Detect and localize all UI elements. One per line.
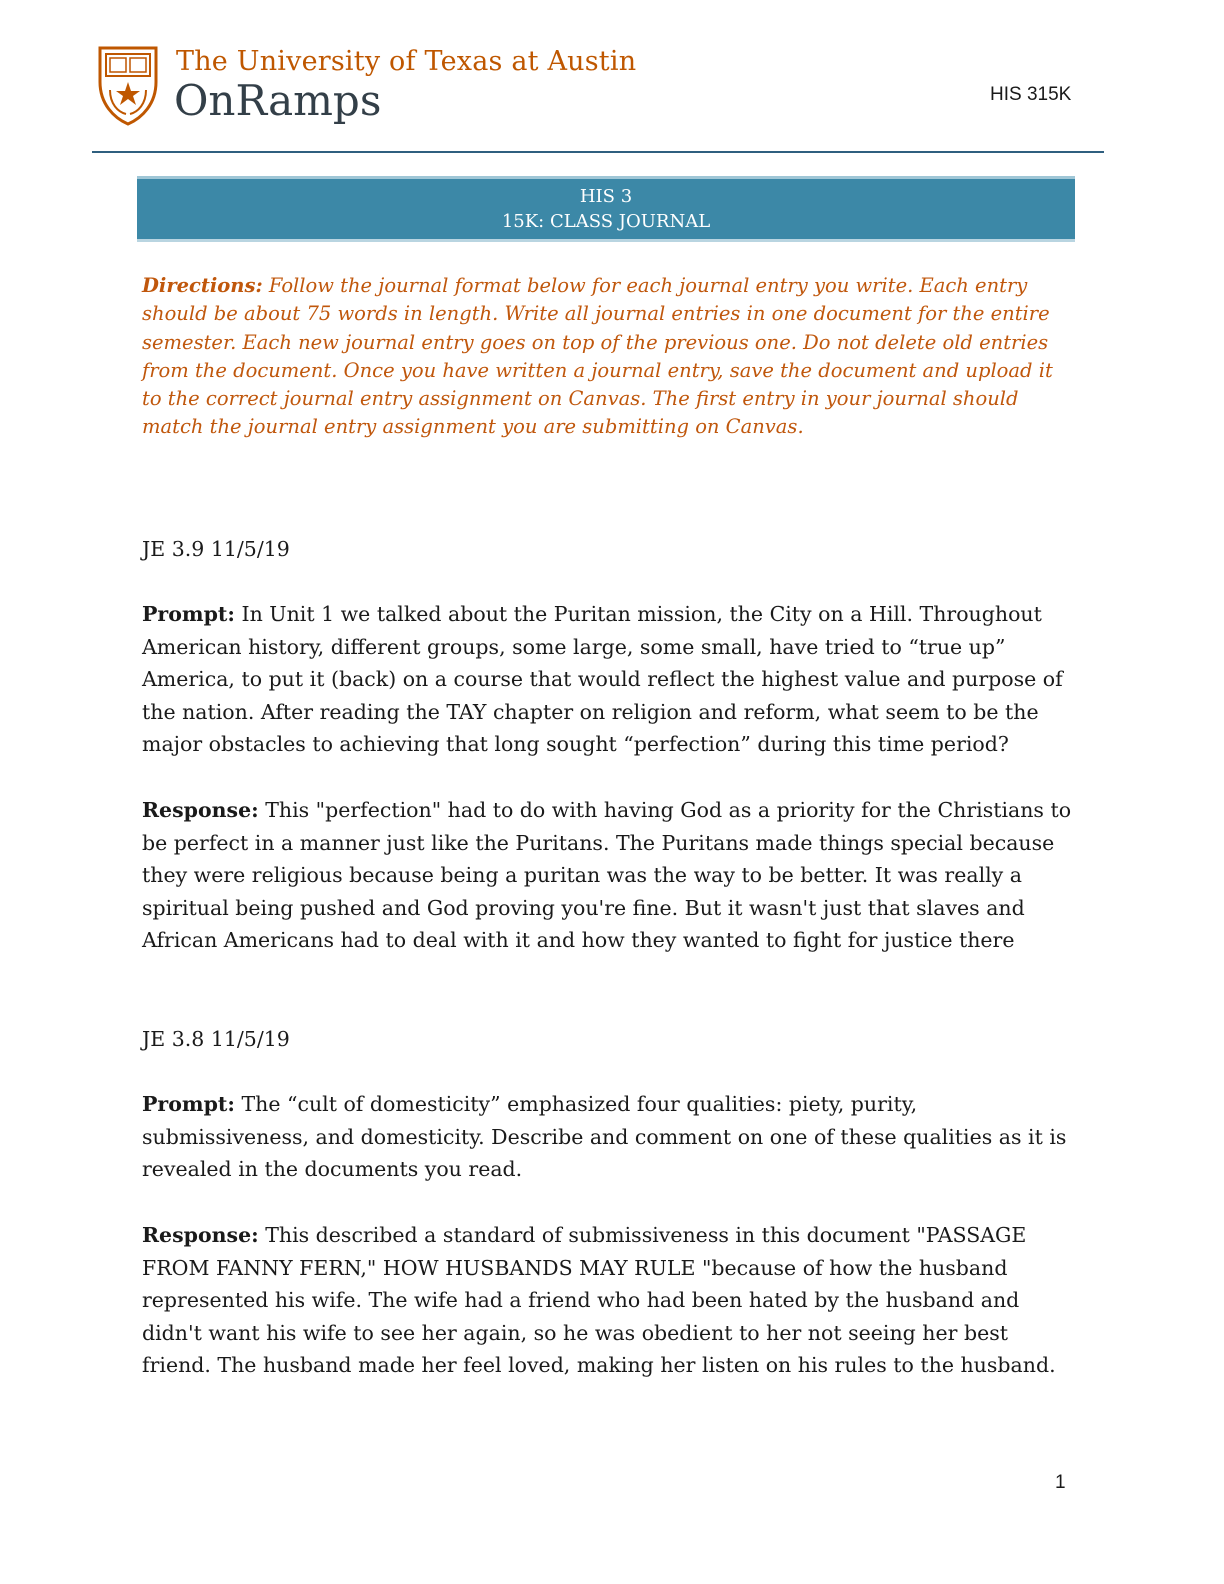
- directions-label: Directions:: [142, 274, 263, 297]
- course-code: HIS 315K: [990, 84, 1072, 105]
- page-header: [0, 0, 1224, 160]
- entry-prompt: [142, 1088, 1082, 1186]
- response-label: Response:: [142, 798, 259, 822]
- response-text: This "perfection" had to do with having God as a priority for the Christians to be perfect in a manner just like the Puritans. The Puritans made things special because they were religious because being a puritan was the way to be better. It was really a spiritual being pushed and God proving you're fine. But it wasn't just that slaves and African Americans had to deal with it and how they wanted to fight for justice there: [142, 798, 1072, 953]
- prompt-label: Prompt:: [142, 602, 235, 626]
- entry-title: JE 3.8 11/5/19: [142, 1027, 290, 1051]
- directions-text: Follow the journal format below for each journal entry you write. Each entry should be about 75 words in length. Write all journal entries in one document for the entire semester. Each new journal entry goes on top of the previous one. Do not delete old entries from the document. Once you have written a journal entry, save the document and upload it to the correct journal entry assignment on Canvas. The first entry in your journal should match the journal entry assignment you are submitting on Canvas.: [142, 274, 1053, 439]
- university-name: The University of Texas at Austin: [176, 46, 637, 77]
- program-name: OnRamps: [174, 76, 382, 125]
- response-label: Response:: [142, 1223, 259, 1247]
- entry-title: JE 3.9 11/5/19: [142, 537, 290, 561]
- entry-prompt: [142, 598, 1082, 761]
- response-text: This described a standard of submissiveness in this document "PASSAGE FROM FANNY FERN," HOW HUSBANDS MAY RULE "because of how the husband represented his wife. The wife had a friend who had been hated by the husband and didn't want his wife to see her again, so he was obedient to her not seeing her best friend. The husband made her feel loved, making her listen on his rules to the husband.: [142, 1223, 1056, 1378]
- banner-line-2: 15K: CLASS JOURNAL: [501, 211, 711, 232]
- title-banner: [137, 176, 1075, 242]
- prompt-label: Prompt:: [142, 1092, 235, 1116]
- page-number: 1: [1055, 1472, 1066, 1493]
- ut-shield-logo-icon: [96, 44, 160, 128]
- prompt-text: In Unit 1 we talked about the Puritan mission, the City on a Hill. Throughout American history, different groups, some large, some small, have tried to “true up” America, to put it (back) on a course that would reflect the highest value and purpose of the nation. After reading the TAY chapter on religion and reform, what seem to be the major obstacles to achieving that long sought “perfection” during this time period?: [142, 602, 1063, 757]
- entry-response: [142, 1219, 1082, 1382]
- directions-paragraph: [142, 272, 1077, 442]
- banner-line-1: HIS 3: [579, 186, 633, 207]
- entry-response: [142, 794, 1082, 957]
- prompt-text: The “cult of domesticity” emphasized four qualities: piety, purity, submissiveness, and domesticity. Describe and comment on one of these qualities as it is revealed in the documents you read.: [142, 1092, 1067, 1182]
- header-divider: [92, 151, 1104, 153]
